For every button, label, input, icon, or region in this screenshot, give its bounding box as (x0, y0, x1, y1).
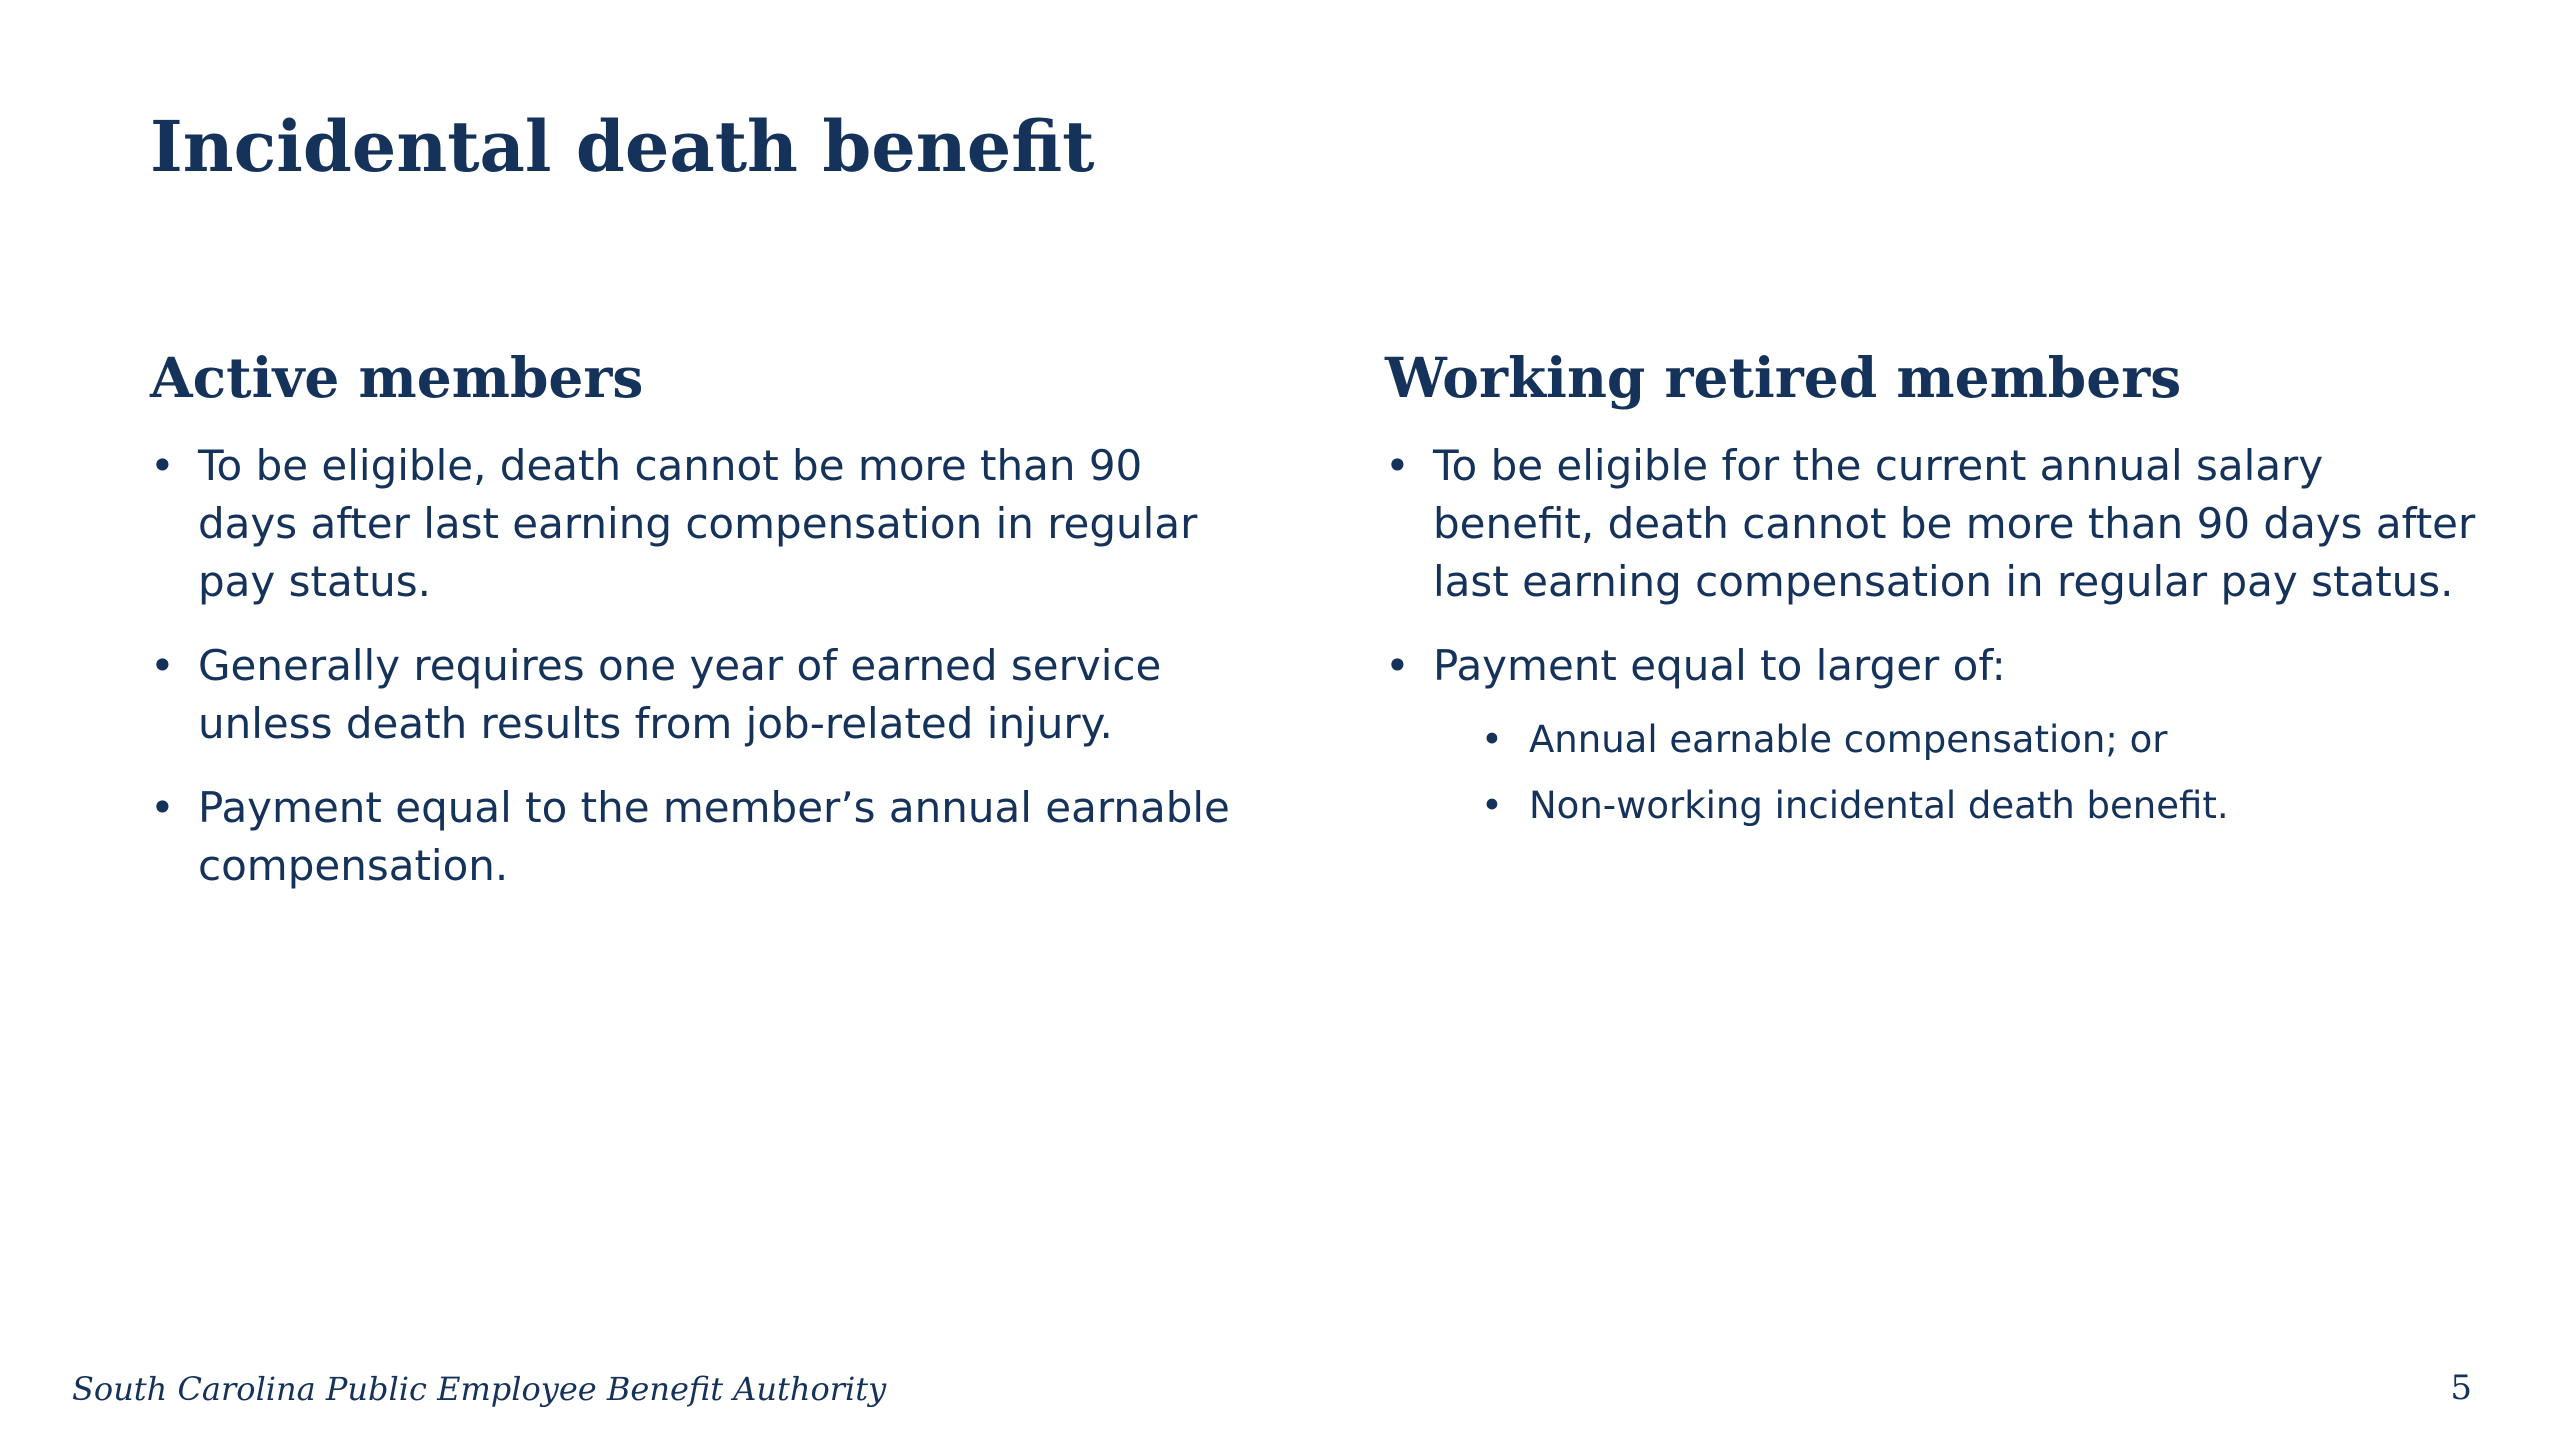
list-item-text: Payment equal to larger of: (1433, 641, 2006, 690)
payment-options-sublist (1433, 707, 2485, 839)
sub-list-item: • Non-working incidental death benefit. (1481, 773, 2485, 839)
active-members-column (150, 345, 1230, 921)
list-item: • Generally requires one year of earned service unless death results from job-related injury. (150, 637, 1230, 753)
active-members-heading: Active members (150, 345, 644, 410)
list-item: • Payment equal to the member’s annual earnable compensation. (150, 779, 1230, 895)
list-item: • To be eligible, death cannot be more than 90 days after last earning compensation in regular pay status. (150, 437, 1230, 611)
list-item: • To be eligible for the current annual salary benefit, death cannot be more than 90 days after last earning compensation in regular pay status. (1385, 437, 2485, 611)
working-retired-members-list (1385, 437, 2485, 839)
working-retired-members-heading: Working retired members (1385, 345, 2182, 410)
footer-organization: South Carolina Public Employee Benefit Authority (72, 1370, 887, 1408)
sub-list-item: • Annual earnable compensation; or (1481, 707, 2485, 773)
slide-title: Incidental death benefit (150, 105, 1095, 188)
list-item (1385, 637, 2485, 839)
working-retired-members-column (1385, 345, 2485, 865)
page-number: 5 (2450, 1368, 2472, 1408)
active-members-list (150, 437, 1230, 895)
